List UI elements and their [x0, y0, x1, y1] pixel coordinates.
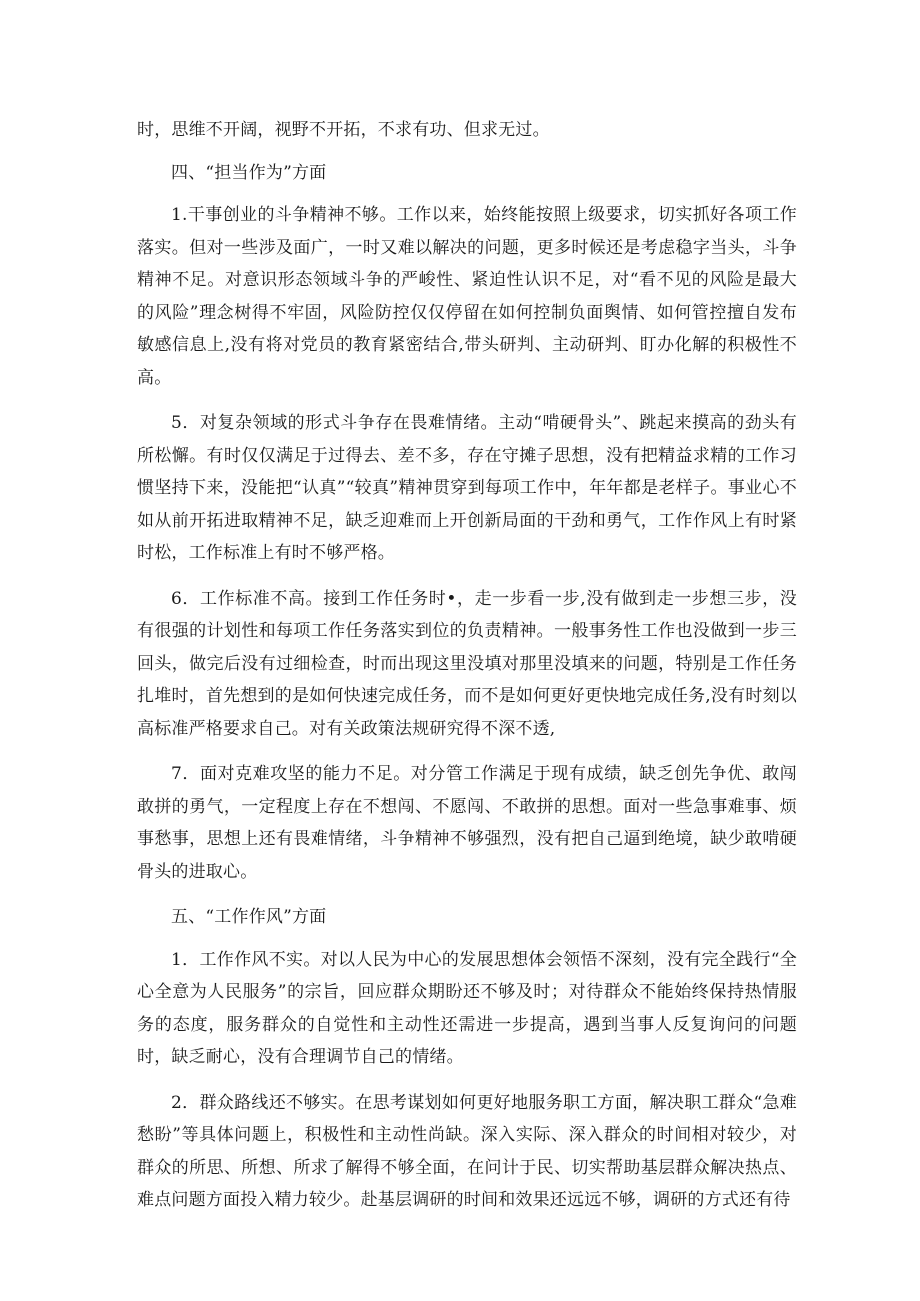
paragraph-item-7: 7．面对克难攻坚的能力不足。对分管工作满足于现有成绩，缺乏创先争优、敢闯敢拼的勇气，一定程度上存在不想闯、不愿闯、不敢拼的思想。面对一些急事难事、烦事愁事，思想上还有畏难情绪，斗争精神不够强烈，没有把自己逼到绝境，缺少敢啃硬骨头的进取心。 — [137, 764, 797, 882]
paragraph-style-item-2: 2．群众路线还不够实。在思考谋划如何更好地服务职工方面，解决职工群众“急难愁盼”等具体问题上，积极性和主动性尚缺。深入实际、深入群众的时间相对较少，对群众的所思、所想、所求了解得不够全面，在问计于民、切实帮助基层群众解决热点、难点问题方面投入精力较少。赴基层调研的时间和效果还远远不够，调研的方式还有待 — [137, 1092, 797, 1210]
document-page — [137, 114, 797, 1217]
paragraph-continuation: 时，思维不开阔，视野不开拓，不求有功、但求无过。 — [137, 120, 550, 140]
section-heading-responsibility: 四、“担当作为”方面 — [171, 162, 327, 183]
paragraph-style-item-1: 1．工作作风不实。对以人民为中心的发展思想体会领悟不深刻，没有完全践行“全心全意为人民服务”的宗旨，回应群众期盼还不够及时；对待群众不能始终保持热情服务的态度，服务群众的自觉性和主动性还需进一步提高，遇到当事人反复询问的问题时，缺乏耐心，没有合理调节自己的情绪。 — [137, 949, 797, 1067]
paragraph-item-5: 5．对复杂领域的形式斗争存在畏难情绪。主动“啃硬骨头”、跳起来摸高的劲头有所松懈。有时仅仅满足于过得去、差不多，存在守摊子思想，没有把精益求精的工作习惯坚持下来，没能把“认真”“较真”精神贯穿到每项工作中，年年都是老样子。事业心不如从前开拓进取精神不足，缺乏迎难而上开创新局面的干劲和勇气，工作作风上有时紧时松，工作标准上有时不够严格。 — [137, 413, 797, 563]
paragraph-item-6: 6．工作标准不高。接到工作任务时•，走一步看一步,没有做到走一步想三步，没有很强的计划性和每项工作任务落实到位的负责精神。一般事务性工作也没做到一步三回头，做完后没有过细检查，时而出现这里没填对那里没填来的问题，特别是工作任务扎堆时，首先想到的是如何快速完成任务，而不是如何更好更快地完成任务,没有时刻以高标准严格要求自己。对有关政策法规研究得不深不透, — [137, 588, 797, 739]
section-heading-work-style: 五、“工作作风”方面 — [171, 907, 327, 927]
paragraph-item-1: 1.干事创业的斗争精神不够。工作以来，始终能按照上级要求，切实抓好各项工作落实。但对一些涉及面广，一时又难以解决的问题，更多时候还是考虑稳字当头，斗争精神不足。对意识形态领域斗争的严峻性、紧迫性认识不足，对“看不见的风险是最大的风险”理念树得不牢固，风险防控仅仅停留在如何控制负面舆情、如何管控擅自发布敏感信息上,没有将对党员的教育紧密结合,带头研判、主动研判、盯办化解的积极性不高。 — [137, 205, 797, 388]
